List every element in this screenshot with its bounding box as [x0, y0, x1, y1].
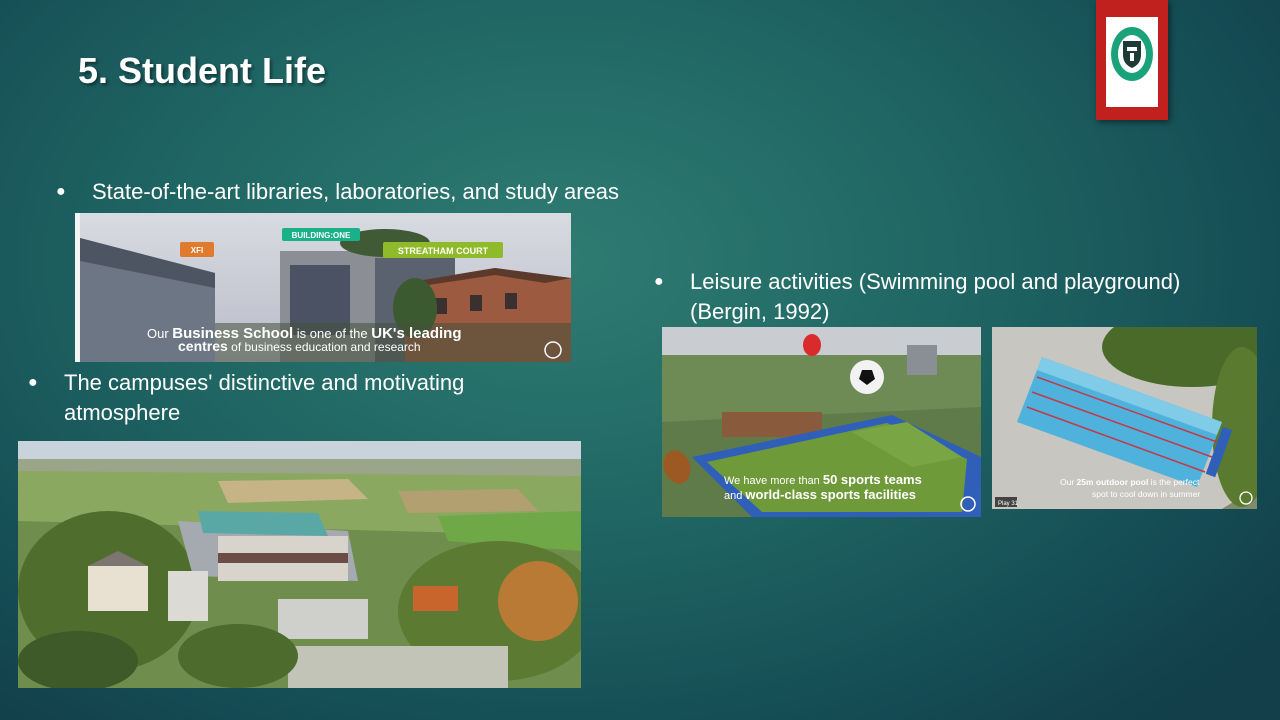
caption-bold: 50 sports teams [822, 472, 922, 487]
caption-bold: UK's leading [371, 325, 462, 342]
bullet-text-line2: atmosphere [64, 400, 181, 425]
caption-part: We have more than [724, 475, 823, 487]
caption-bold: 25m outdoor pool [1076, 477, 1149, 487]
caption-part: is one of the [293, 326, 372, 341]
tag-streatham-court: STREATHAM COURT [397, 246, 489, 256]
caption-bold: world-class sports facilities [745, 487, 916, 502]
caption-part: Our [147, 326, 173, 341]
tag-xfi: XFI [190, 246, 204, 255]
sports-field-photo [662, 327, 981, 517]
caption-part: of business education and research [227, 340, 421, 354]
university-seal-icon [1106, 17, 1158, 107]
caption-line-2: spot to cool down in summer [1092, 489, 1201, 499]
play-label: Play 31 [998, 501, 1019, 507]
bullet-text-line1: Leisure activities (Swimming pool and playground) [690, 269, 1181, 294]
caption-part: and [724, 490, 746, 502]
bullet-leisure [654, 267, 1254, 327]
caption-line-2 [724, 487, 916, 502]
caption-bold: Business School [172, 325, 294, 342]
caption-part: is the perfect [1148, 477, 1200, 487]
slide-title: 5. Student Life [78, 50, 327, 91]
business-school-photo [75, 213, 571, 362]
caption-part: Our [1060, 477, 1077, 487]
bullet-text: State-of-the-art libraries, laboratories, and study areas [92, 179, 620, 204]
bullet-dot: ● [56, 183, 66, 200]
bullet-campus [28, 368, 588, 428]
bullet-libraries [56, 177, 696, 207]
swimming-pool-photo [992, 327, 1257, 509]
campus-aerial-photo [18, 441, 581, 688]
balloon-icon [803, 334, 821, 356]
tag-building-one: BUILDING:ONE [291, 231, 351, 240]
bullet-text-line2: (Bergin, 1992) [690, 299, 830, 324]
caption-bold: centres [178, 338, 228, 354]
logo-panel [1106, 17, 1158, 107]
bullet-dot: ● [28, 374, 38, 391]
bullet-dot: ● [654, 273, 664, 290]
caption-line-1 [1060, 477, 1200, 487]
caption-line-2 [178, 338, 421, 354]
university-logo [1096, 0, 1168, 120]
bullet-text-line1: The campuses' distinctive and motivating [64, 370, 465, 395]
caption-line-1 [724, 472, 922, 487]
